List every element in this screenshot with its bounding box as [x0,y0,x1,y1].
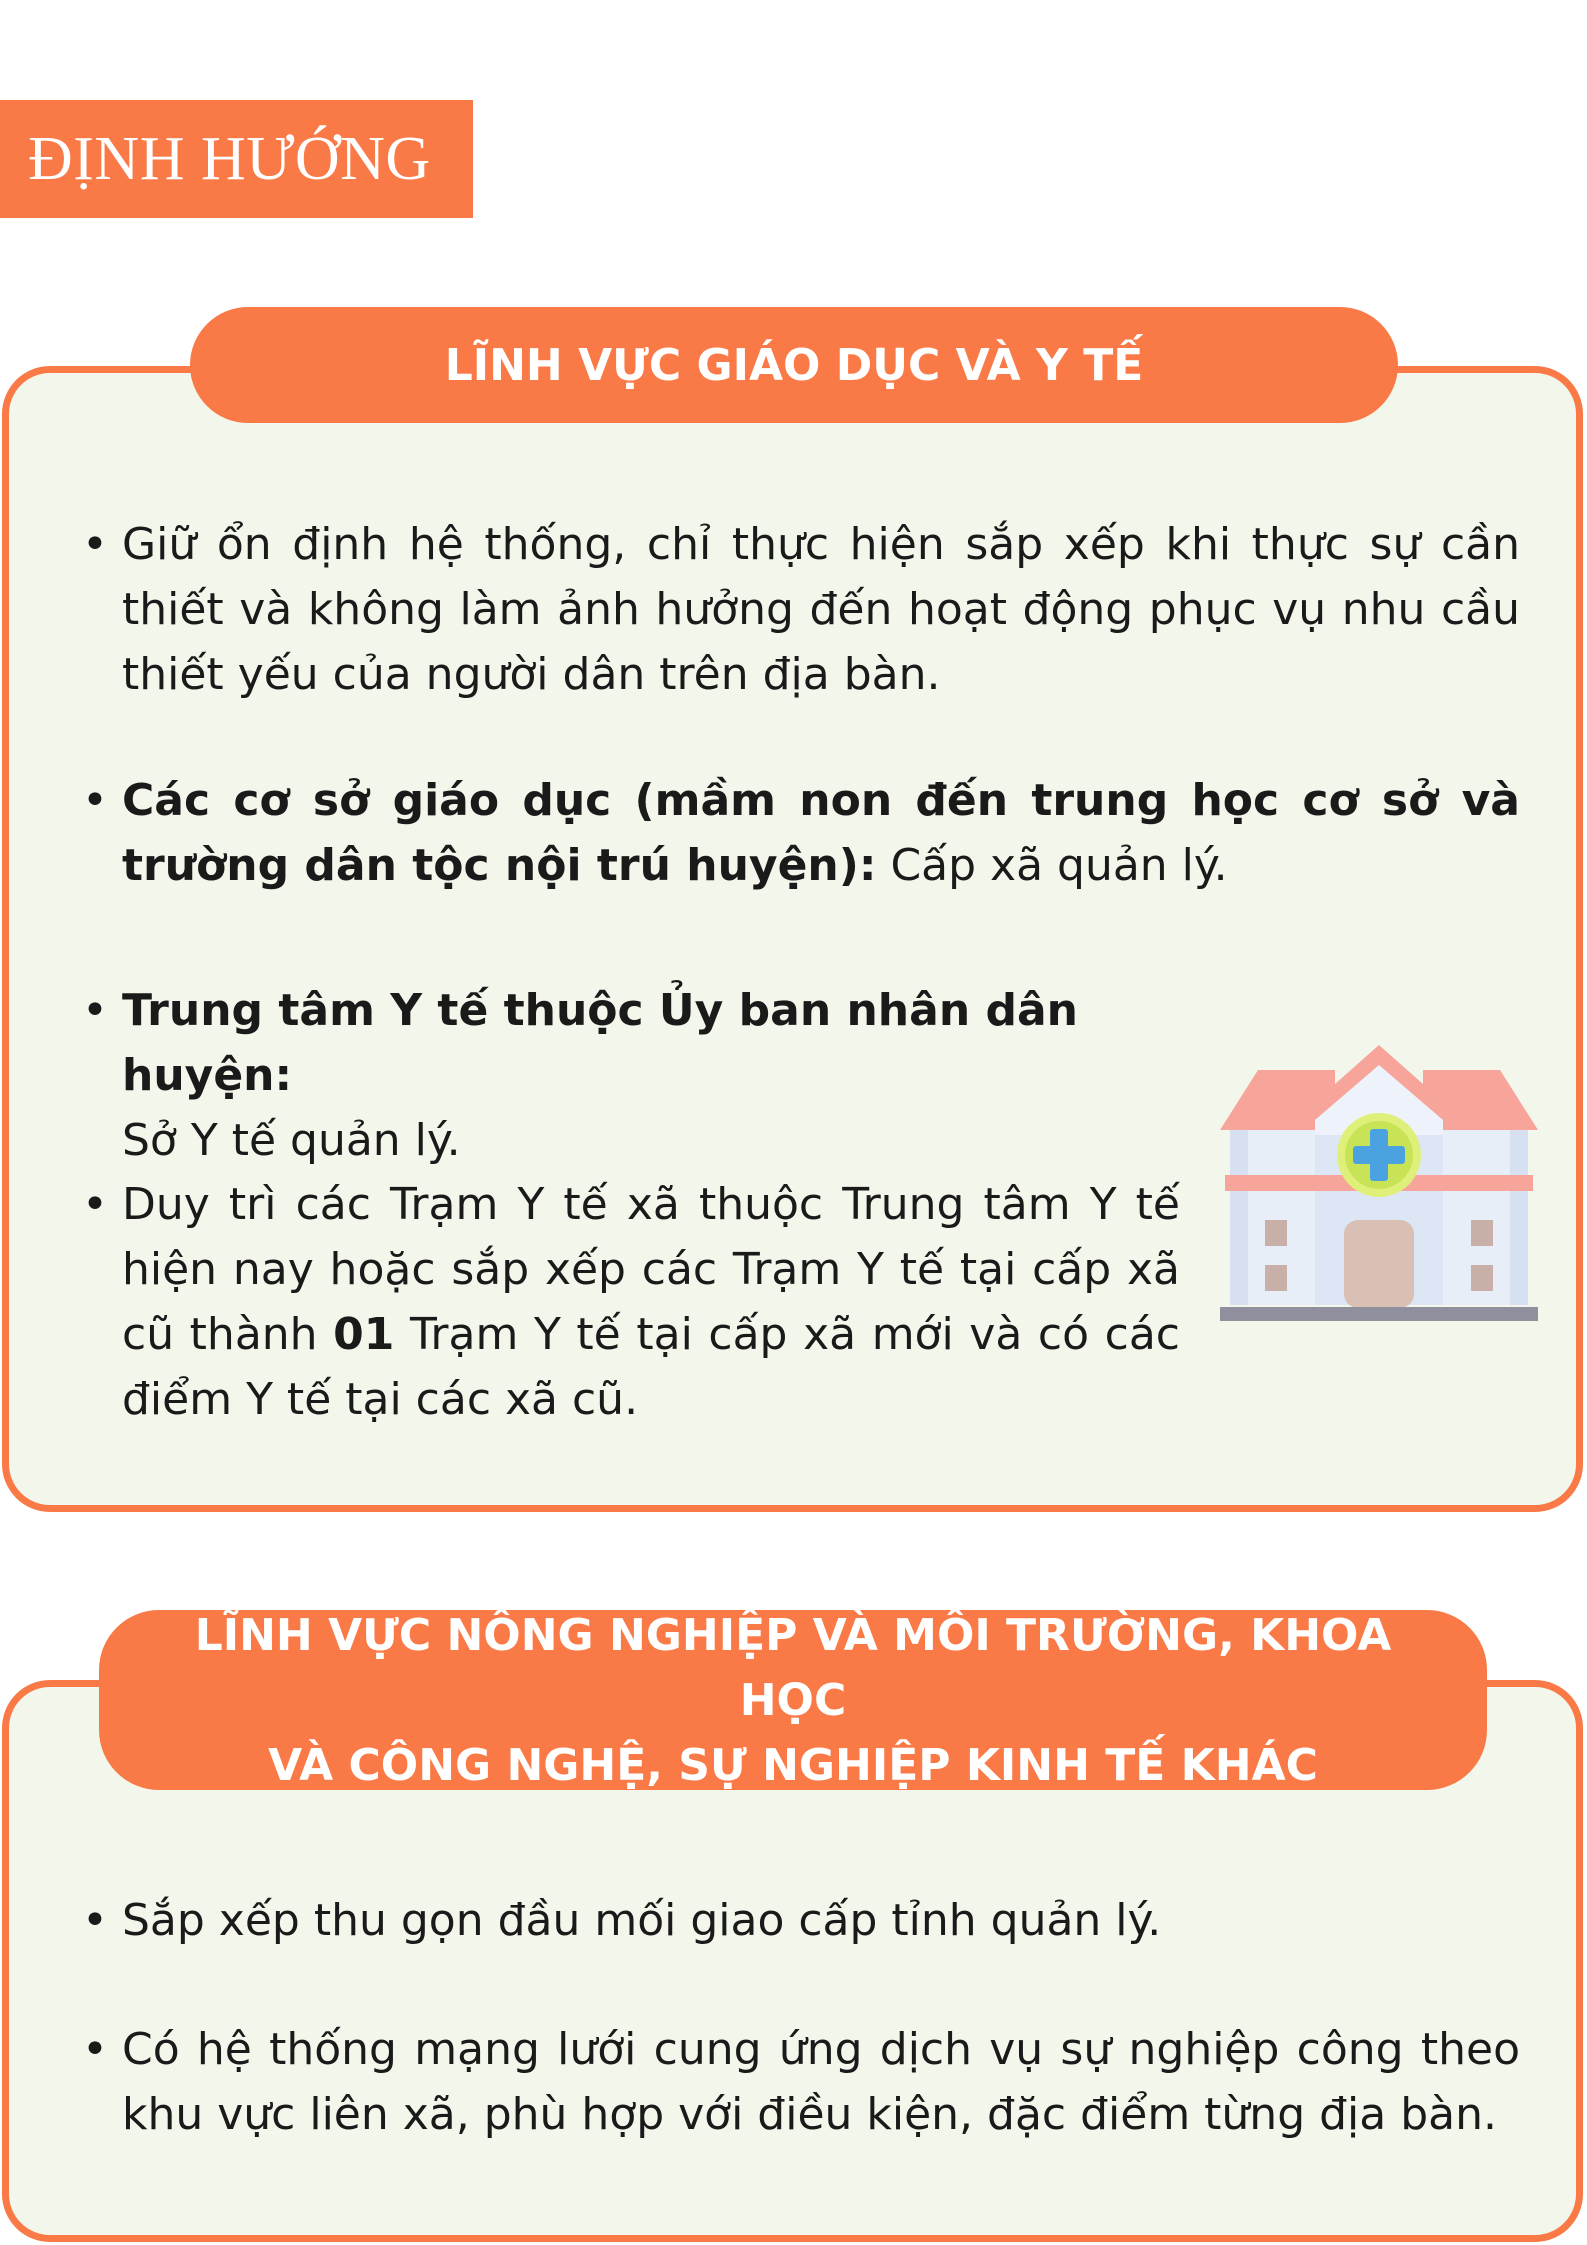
list-item-rest: Cấp xã quản lý. [876,840,1228,891]
hospital-icon [1220,1045,1538,1365]
list-item-text: Có hệ thống mạng lưới cung ứng dịch vụ sự nghiệp công theo khu vực liên xã, phù hợp với điều kiện, đặc điểm từng địa bàn. [122,2024,1520,2140]
bullet-icon: • [82,775,108,826]
education-health-title: LĨNH VỰC GIÁO DỤC VÀ Y TẾ [190,307,1398,423]
bullet-icon: • [82,1179,108,1230]
bullet-icon: • [82,2024,108,2075]
list-item-text [122,768,1520,898]
list-item-text: Giữ ổn định hệ thống, chỉ thực hiện sắp xếp khi thực sự cần thiết và không làm ảnh hưởng đến hoạt động phục vụ nhu cầu thiết yếu của người dân trên địa bàn. [122,519,1520,700]
title-line-1: LĨNH VỰC NÔNG NGHIỆP VÀ MÔI TRƯỜNG, KHOA HỌC [194,1609,1392,1726]
list-item-rest: Sở Y tế quản lý. [122,1115,461,1166]
agriculture-science-title [99,1610,1487,1790]
bullet-icon: • [82,985,108,1036]
list-item-rest: Trạm Y tế tại cấp xã mới và có các điểm Y tế tại các xã cũ. [122,1309,1180,1425]
list-item-text [122,1172,1180,1432]
bullet-icon: • [82,519,108,570]
list-item-bold: Trung tâm Y tế thuộc Ủy ban nhân dân huyện: [122,985,1078,1101]
list-item-text: Sắp xếp thu gọn đầu mối giao cấp tỉnh quản lý. [122,1895,1162,1946]
list-item-bold: Các cơ sở giáo dục (mầm non đến trung học cơ sở và trường dân tộc nội trú huyện): [122,775,1520,891]
list-item-text [122,978,1182,1173]
title-line-2: VÀ CÔNG NGHỆ, SỰ NGHIỆP KINH TẾ KHÁC [268,1739,1318,1791]
list-item-pre: Duy trì các Trạm Y tế xã thuộc Trung tâm Y tế hiện nay hoặc sắp xếp các Trạm Y tế tại cấp xã cũ thành [122,1179,1180,1360]
section-tag: ĐỊNH HƯỚNG [0,100,473,218]
list-item-bold: 01 [333,1309,395,1360]
bullet-icon: • [82,1895,108,1946]
